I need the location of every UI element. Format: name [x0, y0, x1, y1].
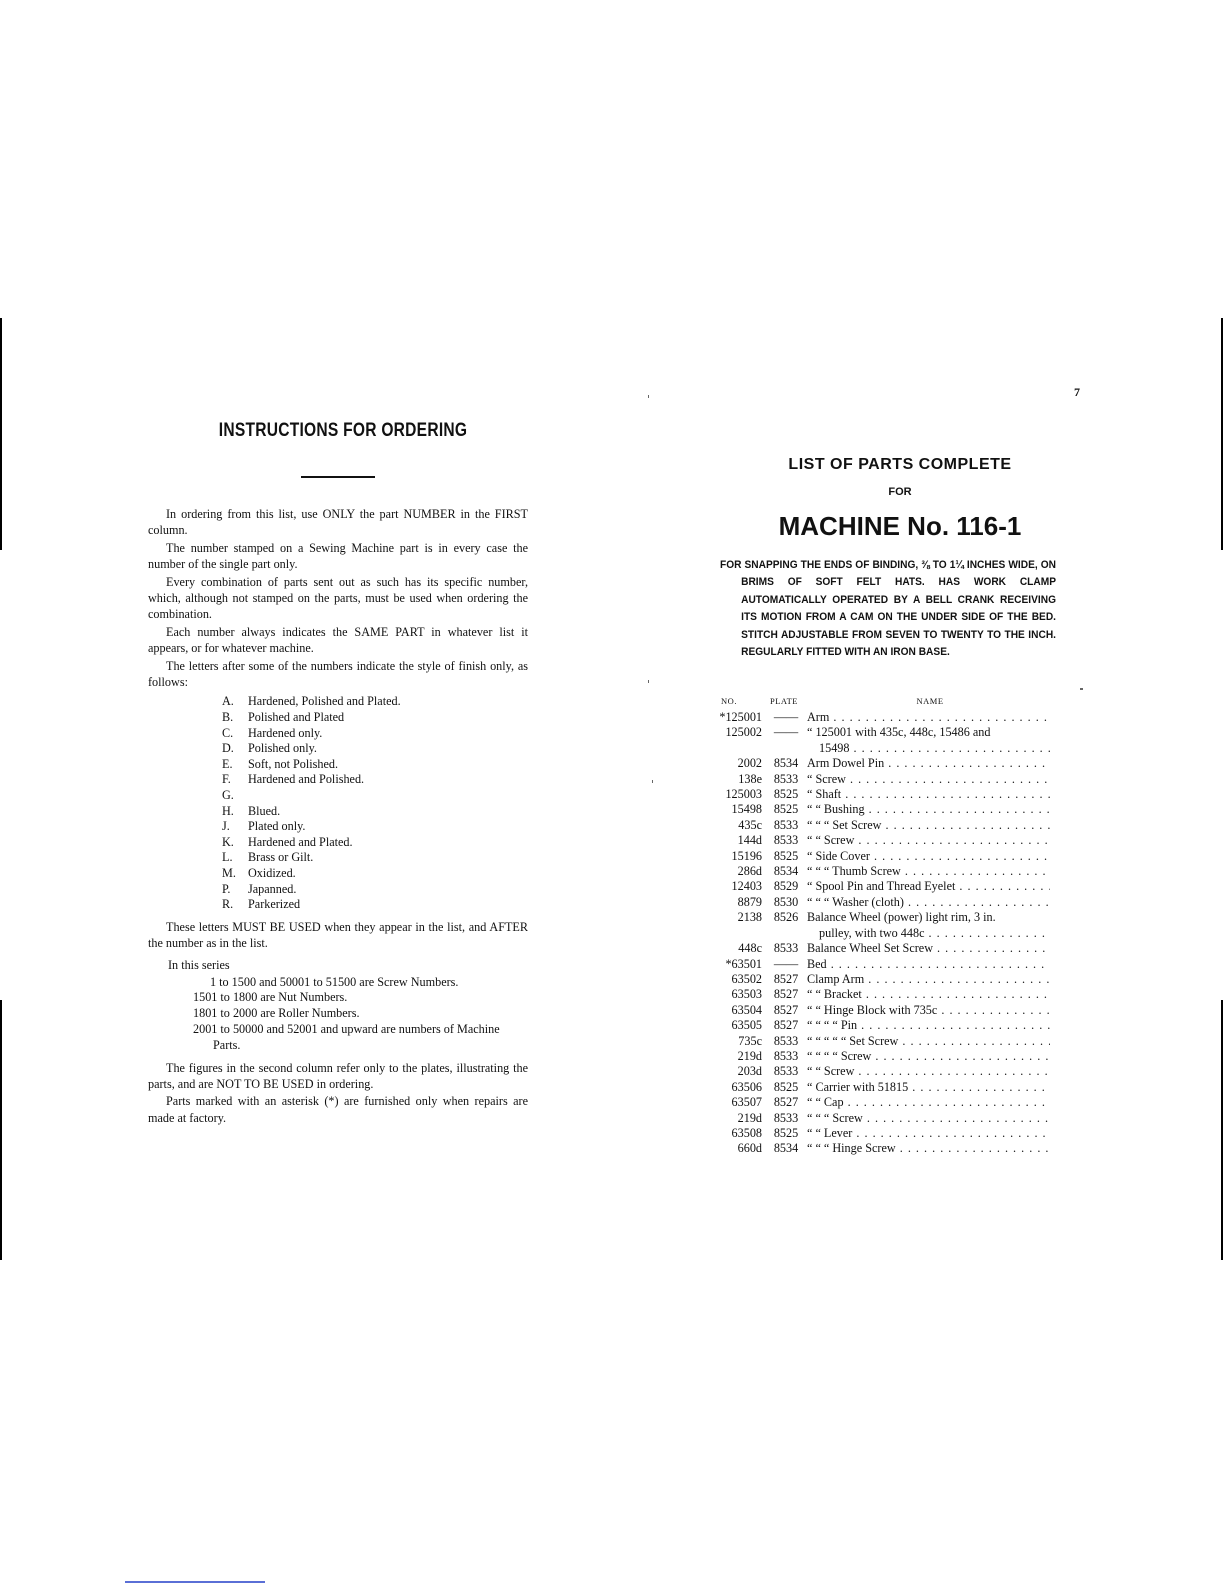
part-number: 8879 [737, 894, 762, 909]
finish-text: Brass or Gilt. [248, 850, 314, 865]
part-name-cell [804, 1018, 1050, 1033]
part-name-cell [804, 1111, 1050, 1126]
part-name: “ “ Bracket [807, 987, 862, 1002]
finish-code: K. [222, 834, 234, 849]
finish-code: J. [222, 819, 230, 834]
part-name-cell [804, 849, 1050, 864]
parts-table-row [700, 1018, 1050, 1033]
letters-note: These letters MUST BE USED when they appear in the list, and AFTER the number as in the list. [148, 919, 528, 951]
part-plate: 8527 [773, 971, 799, 986]
part-plate: 8533 [773, 817, 799, 832]
part-plate: 8533 [773, 1064, 799, 1079]
leader-dots [904, 895, 1050, 909]
parts-table-row [700, 710, 1050, 725]
part-name-cell [804, 725, 1050, 756]
parts-table-row [700, 1034, 1050, 1049]
finish-text: Hardened and Polished. [248, 772, 365, 787]
leader-dots [884, 756, 1050, 770]
leader-dots [881, 818, 1050, 832]
part-plate: 8525 [773, 848, 799, 863]
parts-table-row [700, 972, 1050, 987]
series-range: 2001 to 50000 and 52001 and upward are numbers of Machine Parts. [193, 1021, 500, 1052]
part-name: Arm [807, 710, 830, 724]
part-name: “ “ “ Thumb Screw [807, 864, 901, 879]
finish-letter-item [222, 835, 528, 851]
finish-text: Parkerized [248, 897, 301, 912]
finish-text: Soft, not Polished. [248, 756, 339, 771]
part-number: 15196 [731, 848, 762, 863]
finish-text: Polished and Plated [248, 710, 345, 725]
leader-dots [854, 1064, 1050, 1078]
leader-dots [908, 1080, 1050, 1094]
part-name: “ Shaft [807, 787, 842, 802]
part-name-cell [804, 1080, 1050, 1095]
leader-dots [844, 1095, 1050, 1109]
series-range: 1801 to 2000 are Roller Numbers. [193, 1006, 360, 1021]
part-name-cell [804, 1126, 1050, 1141]
leader-dots [854, 833, 1050, 847]
part-name: “ “ Bushing [807, 802, 865, 817]
leader-dots [870, 849, 1050, 863]
part-name: “ Carrier with 51815 [807, 1079, 909, 1094]
right-scan-edge [1221, 318, 1223, 550]
finish-letter-list [222, 694, 528, 912]
finish-letter-item [222, 757, 528, 773]
leader-dots [829, 710, 1050, 724]
finish-letter-item [222, 897, 528, 913]
leader-dots [841, 787, 1050, 801]
part-name: “ “ “ Hinge Screw [807, 1141, 896, 1156]
part-plate: 8533 [773, 833, 799, 848]
parts-table-row [700, 910, 1050, 941]
finish-code: A. [222, 694, 234, 709]
part-number: 63508 [731, 1125, 762, 1140]
parts-table-row [700, 818, 1050, 833]
part-number: 125003 [725, 787, 762, 802]
part-number: 15498 [731, 802, 762, 817]
series-range: 1501 to 1800 are Nut Numbers. [193, 990, 348, 1005]
finish-letter-item [222, 788, 528, 804]
part-plate: 8527 [773, 1018, 799, 1033]
part-name: Balance Wheel Set Screw [807, 941, 933, 956]
finish-code: F. [222, 772, 231, 787]
machine-title: MACHINE No. 116-1 [778, 511, 1022, 541]
finish-code: R. [222, 897, 234, 912]
leader-dots [846, 772, 1050, 786]
leader-dots [865, 802, 1050, 816]
part-name-cell [804, 710, 1050, 725]
finish-code: M. [222, 866, 236, 880]
part-plate: 8529 [773, 879, 799, 894]
part-plate: 8533 [773, 1048, 799, 1063]
finish-code: P. [222, 881, 231, 896]
part-name-cell [804, 1141, 1050, 1156]
leader-dots [955, 879, 1050, 893]
part-plate: —— [773, 956, 799, 971]
parts-table-row [700, 1003, 1050, 1018]
part-number: 144d [737, 833, 762, 848]
parts-table-row [700, 987, 1050, 1002]
part-name: “ 125001 with 435c, 448c, 15486 and [807, 725, 991, 740]
part-name-cell [804, 895, 1050, 910]
part-number: 660d [737, 1141, 762, 1156]
paragraph: The number stamped on a Sewing Machine part is in every case the number of the single part only. [148, 540, 528, 572]
parts-table-row [700, 1141, 1050, 1156]
part-number: 63504 [731, 1002, 762, 1017]
parts-table-row [700, 1080, 1050, 1095]
part-name-cell [804, 787, 1050, 802]
part-name-continuation [807, 926, 1050, 941]
finish-letter-item [222, 772, 528, 788]
parts-table-row [700, 1126, 1050, 1141]
part-plate: —— [773, 710, 799, 724]
scan-speck [648, 680, 649, 683]
part-plate: 8525 [773, 1125, 799, 1140]
part-number: 735c [738, 1033, 762, 1048]
part-plate: 8527 [773, 987, 799, 1002]
part-plate: 8533 [773, 1110, 799, 1125]
finish-letter-item [222, 726, 528, 742]
leader-dots [863, 1111, 1050, 1125]
part-plate: 8530 [773, 894, 799, 909]
finish-code: C. [222, 725, 234, 740]
series-range: 1 to 1500 and 50001 to 51500 are Screw Numbers. [210, 974, 459, 989]
part-number: 2138 [737, 910, 762, 925]
finish-text: Blued. [248, 803, 281, 818]
part-name: “ “ Hinge Block with 735c [807, 1002, 938, 1017]
part-plate: 8525 [773, 802, 799, 817]
part-name: “ “ Screw [807, 833, 855, 848]
parts-table-row [700, 725, 1050, 756]
leader-dots [933, 941, 1050, 955]
part-name: “ Side Cover [807, 848, 870, 863]
finish-code: G. [222, 788, 234, 803]
leader-dots [937, 1003, 1050, 1017]
part-name: “ “ Screw [807, 1064, 855, 1079]
parts-table-row [700, 895, 1050, 910]
finish-text: Plated only. [248, 819, 306, 834]
part-name-cell [804, 1064, 1050, 1079]
finish-text: Hardened only. [248, 725, 323, 740]
parts-table-row [700, 1049, 1050, 1064]
part-number: 219d [737, 1048, 762, 1063]
part-name-cell [804, 818, 1050, 833]
parts-table-row [700, 772, 1050, 787]
parts-table-row [700, 756, 1050, 771]
footer-link-underline [125, 1581, 265, 1583]
leader-dots [862, 987, 1050, 1001]
part-plate: 8527 [773, 1095, 799, 1110]
parts-table-header [700, 696, 1050, 710]
paragraph: In ordering from this list, use ONLY the part NUMBER in the FIRST column. [148, 507, 528, 538]
part-number: 203d [737, 1064, 762, 1079]
finish-letter-item [222, 866, 528, 882]
part-name-continuation-text: pulley, with two 448c [819, 925, 925, 940]
paragraph: The letters after some of the numbers indicate the style of finish only, as follows: [148, 658, 528, 690]
leader-dots [925, 926, 1051, 940]
part-name-cell [804, 1003, 1050, 1018]
part-name: “ “ Lever [807, 1125, 853, 1140]
part-plate: 8533 [773, 941, 799, 956]
scan-speck [1080, 688, 1083, 690]
part-name: Balance Wheel (power) light rim, 3 in. [807, 910, 996, 925]
part-name: “ “ “ “ Screw [807, 1048, 872, 1063]
part-name: “ Spool Pin and Thread Eyelet [807, 879, 956, 894]
part-name-cell [804, 972, 1050, 987]
column-header-name: NAME [916, 696, 944, 706]
left-page [148, 420, 528, 1127]
part-number: 63507 [731, 1095, 762, 1110]
part-plate: 8533 [773, 1033, 799, 1048]
column-header-plate: PLATE [770, 696, 798, 706]
part-name-cell [804, 802, 1050, 817]
finish-letter-item [222, 819, 528, 835]
part-name-cell [804, 772, 1050, 787]
parts-table [700, 696, 1050, 1157]
parts-table-row [700, 833, 1050, 848]
parts-table-row [700, 787, 1050, 802]
part-name: “ “ “ “ “ Set Screw [807, 1033, 899, 1048]
part-name-cell [804, 910, 1050, 941]
finish-letter-item [222, 710, 528, 726]
part-name: Clamp Arm [807, 971, 865, 986]
part-number: 125002 [725, 725, 762, 740]
part-name-cell [804, 957, 1050, 972]
part-name-cell [804, 833, 1050, 848]
parts-table-row [700, 1064, 1050, 1079]
leader-dots [857, 1018, 1050, 1032]
finish-letter-item [222, 741, 528, 757]
part-name: Arm Dowel Pin [807, 756, 885, 771]
finish-text: Hardened, Polished and Plated. [248, 694, 401, 709]
finish-letter-item [222, 850, 528, 866]
paragraph: Parts marked with an asterisk (*) are furnished only when repairs are made at factory. [148, 1094, 528, 1125]
part-plate: 8534 [773, 1141, 799, 1156]
finish-text: Oxidized. [248, 866, 296, 880]
part-name-continuation-text: 15498 [819, 740, 850, 755]
scan-speck [652, 780, 653, 783]
finish-code: E. [222, 756, 233, 771]
part-name-cell [804, 1049, 1050, 1064]
leader-dots [864, 972, 1050, 986]
part-number: 63502 [731, 971, 762, 986]
machine-description: FOR SNAPPING THE ENDS OF BINDING, ⅜ TO 1¼ INCHES WIDE, ON BRIMS OF SOFT FELT HATS. HAS WORK CLAMP AUTOMATICALLY OPERATED BY A BELL CRANK RECEIVING ITS MOTION FROM A CAM ON THE UNDER SIDE OF THE BED. STITCH ADJUSTABLE FROM SEVEN TO TWENTY TO THE INCH. REGULARLY FITTED WITH AN IRON BASE. [720, 559, 1056, 659]
parts-list-title: LIST OF PARTS COMPLETE [788, 456, 1012, 473]
part-number: 63503 [731, 987, 762, 1002]
part-name-cell [804, 1095, 1050, 1110]
parts-table-row [700, 879, 1050, 894]
part-plate: 8534 [773, 864, 799, 879]
part-plate: 8533 [773, 771, 799, 786]
part-name-continuation [807, 741, 1050, 756]
finish-text: Hardened and Plated. [248, 834, 353, 849]
left-scan-edge [0, 318, 2, 550]
finish-letter-item [222, 882, 528, 898]
part-number: 435c [738, 817, 762, 832]
parts-table-row [700, 957, 1050, 972]
leader-dots [896, 1141, 1050, 1155]
page-number: 7 [1074, 385, 1080, 399]
part-plate: 8525 [773, 787, 799, 802]
column-header-no: NO. [721, 696, 737, 706]
part-name-cell [804, 756, 1050, 771]
part-plate: 8526 [773, 910, 799, 925]
part-number: 12403 [731, 879, 762, 894]
part-number: 63505 [731, 1018, 762, 1033]
part-name-cell [804, 1034, 1050, 1049]
part-plate: 8534 [773, 756, 799, 771]
part-name: “ “ Cap [807, 1095, 844, 1110]
for-label: FOR [888, 486, 912, 498]
finish-code: D. [222, 741, 234, 756]
finish-text: Polished only. [248, 741, 317, 756]
parts-table-row [700, 941, 1050, 956]
leader-dots [852, 1126, 1050, 1140]
part-number: 286d [737, 864, 762, 879]
part-name-cell [804, 864, 1050, 879]
finish-code: B. [222, 710, 234, 725]
part-number: *125001 [719, 710, 762, 724]
left-scan-edge-lower [0, 1000, 2, 1260]
part-name-cell [804, 987, 1050, 1002]
part-plate: 8525 [773, 1079, 799, 1094]
part-name-cell [804, 941, 1050, 956]
parts-table-row [700, 1095, 1050, 1110]
paragraph: Each number always indicates the SAME PART in whatever list it appears, or for whatever machine. [148, 624, 528, 656]
finish-text: Japanned. [248, 881, 297, 896]
right-scan-edge-lower [1221, 1000, 1223, 1260]
parts-table-body [700, 710, 1050, 1157]
leader-dots [901, 864, 1050, 878]
part-name: “ “ “ Screw [807, 1110, 863, 1125]
part-number: 63506 [731, 1079, 762, 1094]
parts-table-row [700, 849, 1050, 864]
part-name: “ Screw [807, 771, 846, 786]
part-name: Bed [807, 956, 827, 971]
part-number: 2002 [737, 756, 762, 771]
finish-letter-item [222, 804, 528, 820]
page-title: INSTRUCTIONS FOR ORDERING [218, 420, 468, 441]
part-number: 138e [738, 771, 762, 786]
part-name-cell [804, 879, 1050, 894]
scan-speck [648, 395, 649, 398]
finish-code: L. [222, 850, 233, 865]
leader-dots [898, 1034, 1050, 1048]
parts-table-row [700, 864, 1050, 879]
leader-dots [827, 957, 1050, 971]
series-range-list [193, 975, 528, 1054]
part-number: *63501 [725, 956, 762, 971]
part-plate: 8527 [773, 1002, 799, 1017]
part-name: “ “ “ Set Screw [807, 817, 882, 832]
part-number: 219d [737, 1110, 762, 1125]
finish-letter-item [222, 694, 528, 710]
finish-code: H. [222, 803, 234, 818]
part-number: 448c [738, 941, 762, 956]
parts-table-row [700, 1111, 1050, 1126]
part-plate: —— [773, 725, 799, 740]
paragraph: Every combination of parts sent out as such has its specific number, which, although not stamped on the parts, must be used when ordering the combination. [148, 574, 528, 622]
instruction-paragraphs [148, 506, 528, 690]
parts-table-row [700, 802, 1050, 817]
part-name: “ “ “ Washer (cloth) [807, 894, 904, 909]
paragraph: The figures in the second column refer only to the plates, illustrating the parts, and are NOT TO BE USED in ordering. [148, 1060, 528, 1091]
part-name: “ “ “ “ Pin [807, 1018, 858, 1033]
title-rule [301, 476, 375, 478]
series-title: In this series [168, 957, 230, 972]
leader-dots [871, 1049, 1050, 1063]
leader-dots [849, 741, 1050, 755]
